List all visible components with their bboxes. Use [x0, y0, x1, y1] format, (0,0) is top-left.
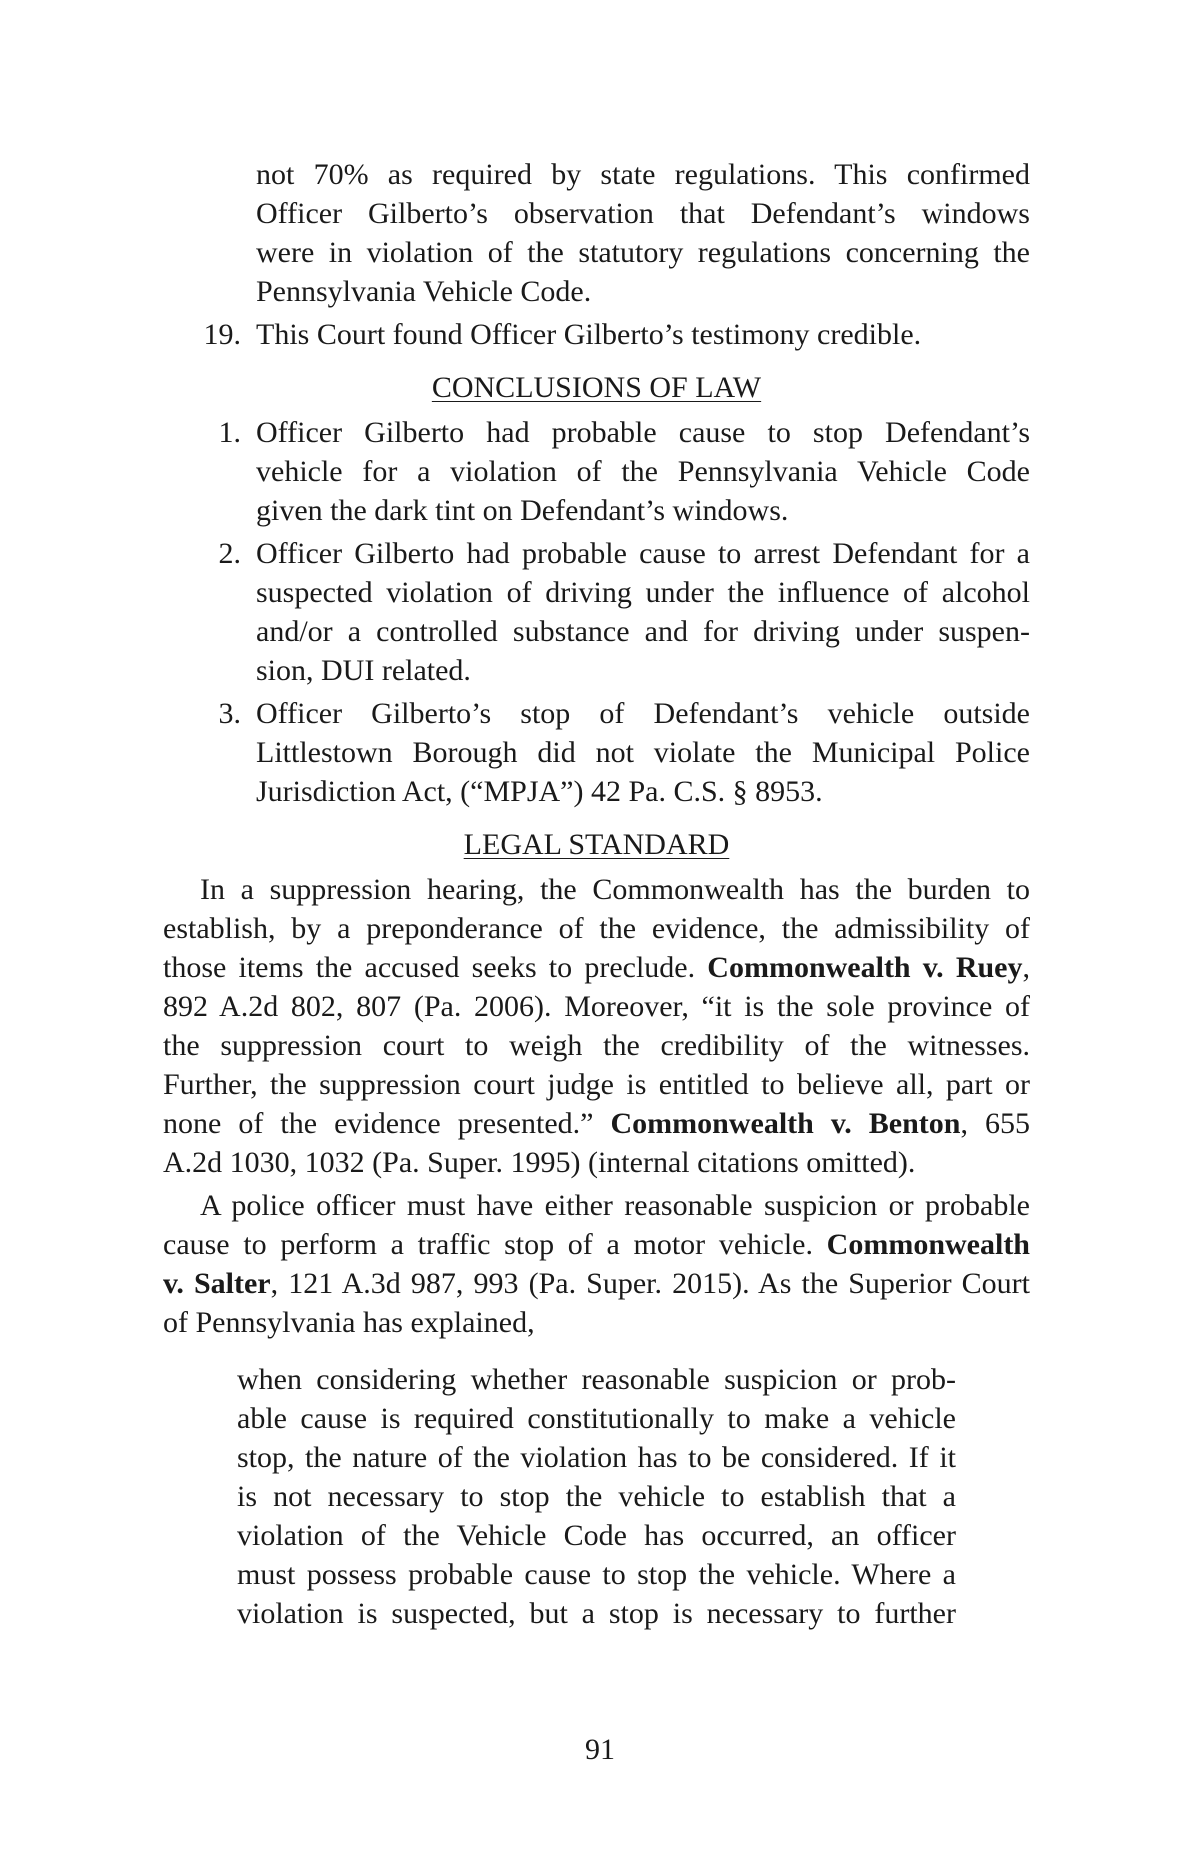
case-citation: Commonwealth v. Benton [610, 1107, 961, 1140]
text-line: of Pennsylvania has explained, [163, 1306, 535, 1339]
text-line: were in violation of the statutory regulations concerning the [256, 236, 1030, 269]
conclusion-number: 3. [218, 697, 241, 730]
case-citation: Commonwealth [826, 1228, 1030, 1261]
text-line: establish, by a preponderance of the evidence, the admissibility of [163, 912, 1030, 945]
text-line: A.2d 1030, 1032 (Pa. Super. 1995) (internal citations omitted). [163, 1146, 916, 1179]
legal-standard-paragraph-2 [163, 1186, 1030, 1342]
quote-line: violation is suspected, but a stop is necessary to further [237, 1597, 956, 1630]
text-line: sion, DUI related. [256, 654, 471, 687]
document-page [163, 155, 1030, 1633]
text-line: Officer Gilberto’s stop of Defendant’s vehicle outside [256, 697, 1030, 730]
text-line: vehicle for a violation of the Pennsylvania Vehicle Code [256, 455, 1030, 488]
text-line: and/or a controlled substance and for driving under suspen- [256, 615, 1030, 648]
text-line: Further, the suppression court judge is entitled to believe all, part or [163, 1068, 1030, 1101]
text-line: In a suppression hearing, the Commonwealth has the burden to [200, 873, 1030, 906]
conclusion-item-2 [163, 534, 1030, 690]
text-segment: , 655 [960, 1107, 1030, 1140]
finding-text: This Court found Officer Gilberto’s testimony credible. [256, 318, 922, 351]
conclusions-heading: CONCLUSIONS OF LAW [431, 371, 762, 404]
block-quote [237, 1360, 956, 1633]
conclusion-number: 2. [218, 537, 241, 570]
legal-standard-paragraph-1 [163, 870, 1030, 1182]
quote-line: stop, the nature of the violation has to be considered. If it [237, 1441, 956, 1474]
quote-line: when considering whether reasonable suspicion or prob- [237, 1363, 956, 1396]
text-line: Officer Gilberto had probable cause to arrest Defendant for a [256, 537, 1030, 570]
case-citation: v. Salter [163, 1267, 271, 1300]
quote-line: violation of the Vehicle Code has occurred, an officer [237, 1519, 956, 1552]
text-segment: those items the accused seeks to preclude. [163, 951, 708, 984]
quote-line: able cause is required constitutionally to make a vehicle [237, 1402, 956, 1435]
conclusion-item-3 [163, 694, 1030, 811]
text-line: 892 A.2d 802, 807 (Pa. 2006). Moreover, “it is the sole province of [163, 990, 1030, 1023]
legal-standard-heading: LEGAL STANDARD [463, 828, 730, 861]
text-line: Pennsylvania Vehicle Code. [256, 275, 592, 308]
text-line [163, 1264, 1030, 1303]
text-line: suspected violation of driving under the influence of alcohol [256, 576, 1030, 609]
text-segment: cause to perform a traffic stop of a motor vehicle. [163, 1228, 827, 1261]
conclusion-number: 1. [218, 416, 241, 449]
text-line [163, 948, 1030, 987]
finding-18-continuation [163, 155, 1030, 311]
text-line: Littlestown Borough did not violate the Municipal Police [256, 736, 1030, 769]
finding-19 [163, 315, 1030, 354]
text-line: Officer Gilberto had probable cause to stop Defendant’s [256, 416, 1030, 449]
page-number: 91 [585, 1733, 615, 1766]
text-line: given the dark tint on Defendant’s windows. [256, 494, 789, 527]
text-line: the suppression court to weigh the credibility of the witnesses. [163, 1029, 1030, 1062]
text-line [163, 1104, 1030, 1143]
case-citation: Commonwealth v. Ruey [707, 951, 1023, 984]
text-line: A police officer must have either reasonable suspicion or probable [200, 1189, 1030, 1222]
text-segment: , [1022, 951, 1030, 984]
text-segment: , 121 A.3d 987, 993 (Pa. Super. 2015). As the Superior Court [270, 1267, 1030, 1300]
text-line: not 70% as required by state regulations. This confirmed [256, 158, 1030, 191]
text-segment: none of the evidence presented.” [163, 1107, 611, 1140]
conclusion-item-1 [163, 413, 1030, 530]
quote-line: is not necessary to stop the vehicle to establish that a [237, 1480, 956, 1513]
text-line: Officer Gilberto’s observation that Defendant’s windows [256, 197, 1030, 230]
finding-number: 19. [203, 318, 241, 351]
text-line: Jurisdiction Act, (“MPJA”) 42 Pa. C.S. § 8953. [256, 775, 823, 808]
text-line [163, 1225, 1030, 1264]
quote-line: must possess probable cause to stop the vehicle. Where a [237, 1558, 956, 1591]
